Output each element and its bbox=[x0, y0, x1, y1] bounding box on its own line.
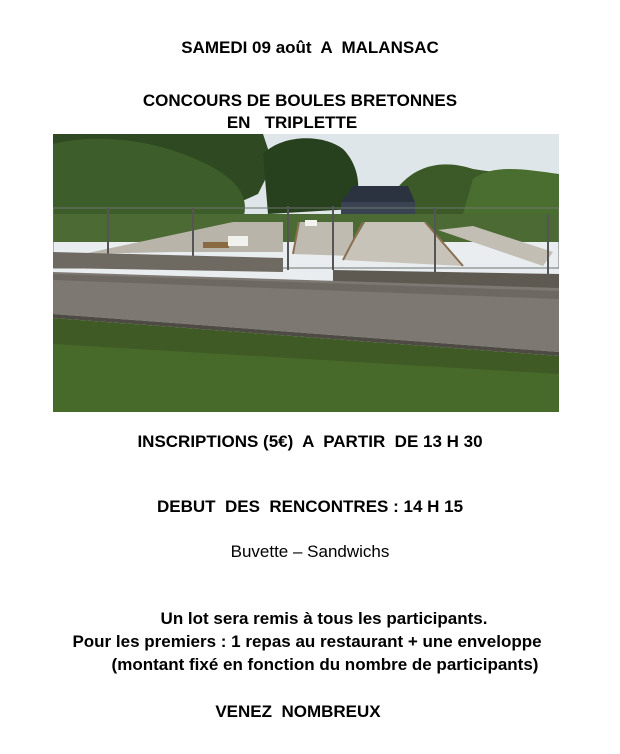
call-to-action: VENEZ NOMBREUX bbox=[215, 702, 381, 721]
boules-court-photo bbox=[53, 134, 559, 412]
prizes-line-3: (montant fixé en fonction du nombre de participants) bbox=[111, 655, 539, 674]
prizes-line-1: Un lot sera remis à tous les participants. bbox=[160, 609, 488, 628]
event-title: CONCOURS DE BOULES BRETONNES bbox=[142, 91, 458, 110]
buvette-info: Buvette – Sandwichs bbox=[230, 542, 390, 561]
debut-info: DEBUT DES RENCONTRES : 14 H 15 bbox=[156, 497, 464, 516]
inscriptions-info: INSCRIPTIONS (5€) A PARTIR DE 13 H 30 bbox=[137, 432, 483, 451]
prizes-line-2: Pour les premiers : 1 repas au restaurant + une enveloppe bbox=[72, 632, 542, 651]
date-line: SAMEDI 09 août A MALANSAC bbox=[181, 38, 439, 57]
event-format: EN TRIPLETTE bbox=[226, 113, 358, 132]
